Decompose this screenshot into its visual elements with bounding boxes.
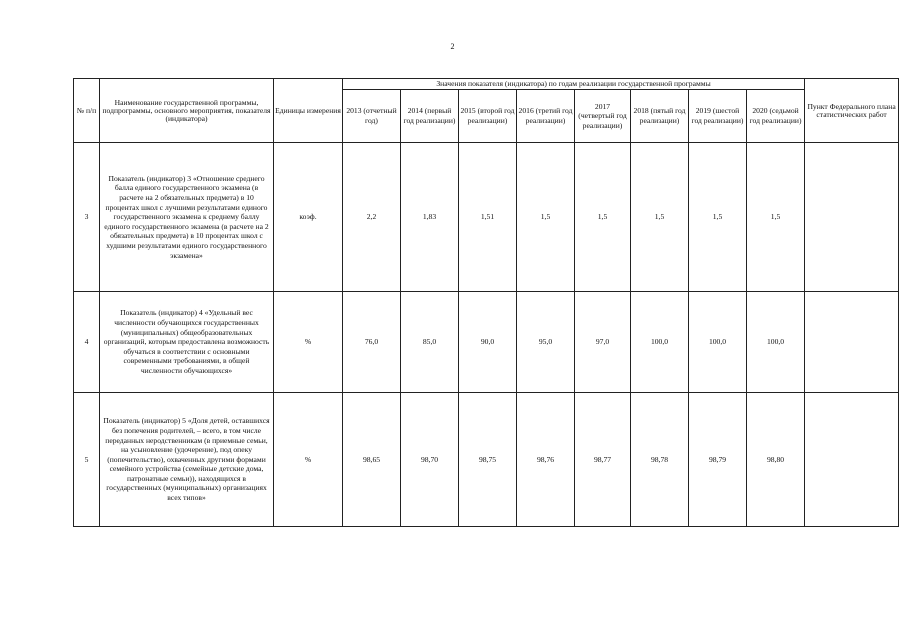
row-value: 98,79 [689,393,747,527]
row-value: 98,76 [517,393,575,527]
header-name: Наименование государственной программы, подпрограммы, основного мероприятия, показателя (индикатора) [100,79,274,143]
indicators-table [73,78,899,527]
row-value: 1,5 [747,143,805,292]
header-unit: Единицы измерения [274,79,343,143]
row-value: 1,5 [575,143,631,292]
row-value: 98,80 [747,393,805,527]
row-value: 98,77 [575,393,631,527]
row-value: 1,5 [517,143,575,292]
row-value: 1,51 [459,143,517,292]
row-fed-plan [805,143,899,292]
row-value: 100,0 [747,292,805,393]
row-value: 98,75 [459,393,517,527]
header-fed-plan: Пункт Федерального плана статистических работ [805,79,899,143]
row-value: 98,78 [631,393,689,527]
header-year: 2019 (шестой год реализации) [689,90,747,143]
row-unit: % [274,393,343,527]
row-value: 90,0 [459,292,517,393]
row-value: 1,83 [401,143,459,292]
header-num: № п/п [74,79,100,143]
row-name: Показатель (индикатор) 5 «Доля детей, оставшихся без попечения родителей, – всего, в том числе переданных неродственникам (в приемные семьи, на усыновление (удочерение), под опеку (попечительство), охваченных другими формами семейного устройства (семейные детские дома, патронатные семьи)), находящихся в государственных (муниципальных) организациях всех типов» [100,393,274,527]
row-value: 98,65 [343,393,401,527]
row-value: 1,5 [689,143,747,292]
row-name: Показатель (индикатор) 3 «Отношение среднего балла единого государственного экзамена (в расчете на 2 обязательных предмета) в 10 процентах школ с лучшими результатами единого государственного экзамена к среднему баллу единого государственного экзамена (в расчете на 2 обязательных предмета) в 10 процентах школ с худшими результатами единого государственного экзамена» [100,143,274,292]
header-year: 2017 (четвертый год реализации) [575,90,631,143]
table-row [74,393,899,527]
header-year: 2018 (пятый год реализации) [631,90,689,143]
row-value: 76,0 [343,292,401,393]
page-number: 2 [450,42,455,51]
header-year: 2015 (второй год реализации) [459,90,517,143]
row-unit: коэф. [274,143,343,292]
header-year: 2014 (первый год реализации) [401,90,459,143]
row-unit: % [274,292,343,393]
row-value: 2,2 [343,143,401,292]
row-value: 97,0 [575,292,631,393]
row-value: 100,0 [631,292,689,393]
row-value: 85,0 [401,292,459,393]
row-name: Показатель (индикатор) 4 «Удельный вес численности обучающихся государственных (муниципальных) общеобразовательных организаций, которым предоставлена возможность обучаться в соответствии с основными современными требованиями, в общей численности обучающихся» [100,292,274,393]
row-fed-plan [805,393,899,527]
row-value: 98,70 [401,393,459,527]
table-row [74,143,899,292]
table-row [74,292,899,393]
row-fed-plan [805,292,899,393]
row-num: 4 [74,292,100,393]
header-year: 2016 (третий год реализации) [517,90,575,143]
row-value: 1,5 [631,143,689,292]
row-value: 100,0 [689,292,747,393]
header-year: 2020 (седьмой год реализации) [747,90,805,143]
header-year: 2013 (отчетный год) [343,90,401,143]
row-value: 95,0 [517,292,575,393]
row-num: 5 [74,393,100,527]
header-values-group: Значения показателя (индикатора) по годам реализации государственной программы [343,79,805,90]
row-num: 3 [74,143,100,292]
